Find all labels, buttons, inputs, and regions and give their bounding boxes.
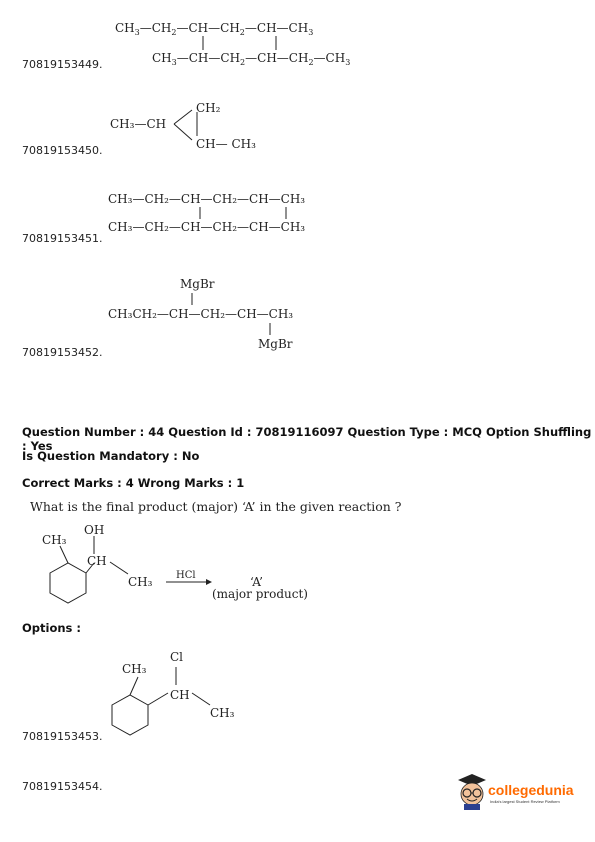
left-group: CH₃—CH — [110, 117, 167, 131]
options-label: Options : — [22, 621, 81, 635]
chain-bottom: CH₃—CH₂—CH—CH₂—CH—CH₃ — [108, 220, 306, 234]
question-marks: Correct Marks : 4 Wrong Marks : 1 — [22, 476, 245, 490]
collegedunia-logo — [452, 770, 577, 812]
ring-ch3: CH₃ — [122, 662, 147, 676]
cyclohexane-ring — [112, 695, 148, 735]
option-structure-70819153451 — [100, 183, 400, 243]
option-id: 70819153454. — [22, 780, 103, 793]
mascot-icon — [458, 774, 486, 810]
chain-top: $CH_3—CH_2—CH—CH_2—CH—CH_3$ — [115, 21, 314, 37]
option-structure-70819153449 — [100, 12, 400, 72]
option-structure-70819153452 — [100, 272, 400, 352]
question-mandatory: Is Question Mandatory : No — [22, 449, 200, 463]
chain-bottom: $CH_3—CH—CH_2—CH—CH_2—CH_3$ — [152, 51, 351, 67]
bottom-group: CH— CH₃ — [196, 137, 256, 151]
option-id: 70819153450. — [22, 144, 103, 157]
option-id: 70819153453. — [22, 730, 103, 743]
cl-label: Cl — [170, 650, 184, 664]
chain-top: CH₃—CH₂—CH—CH₂—CH—CH₃ — [108, 192, 306, 206]
ch-label: CH — [87, 554, 107, 568]
oh-label: OH — [84, 523, 105, 537]
option-structure-70819153450 — [100, 96, 300, 156]
question-text: What is the final product (major) ‘A’ in the given reaction ? — [30, 499, 402, 514]
ch-label: CH — [170, 688, 190, 702]
product-a: ‘A’ — [250, 575, 263, 589]
question-header: Question Number : 44 Question Id : 70819116097 Question Type : MCQ Option Shuffling : Yes — [22, 425, 592, 453]
main-chain: CH₃CH₂—CH—CH₂—CH—CH₃ — [108, 307, 294, 321]
chain-ch3: CH₃ — [210, 706, 235, 720]
reaction-scheme — [20, 518, 320, 618]
product-note: (major product) — [212, 587, 308, 601]
cyclohexane-ring — [50, 563, 86, 603]
mgbr-top: MgBr — [180, 277, 215, 291]
option-id: 70819153452. — [22, 346, 103, 359]
ring-ch3: CH₃ — [42, 533, 67, 547]
chain-ch3: CH₃ — [128, 575, 153, 589]
mgbr-bottom: MgBr — [258, 337, 293, 351]
option-id: 70819153449. — [22, 58, 103, 71]
reagent: HCl — [176, 570, 196, 581]
option-id: 70819153451. — [22, 232, 103, 245]
top-group: CH₂ — [196, 101, 221, 115]
logo-tagline: India's largest Student Review Platform — [490, 799, 560, 804]
logo-name: collegedunia — [488, 782, 574, 798]
option-structure-70819153453 — [100, 643, 300, 743]
